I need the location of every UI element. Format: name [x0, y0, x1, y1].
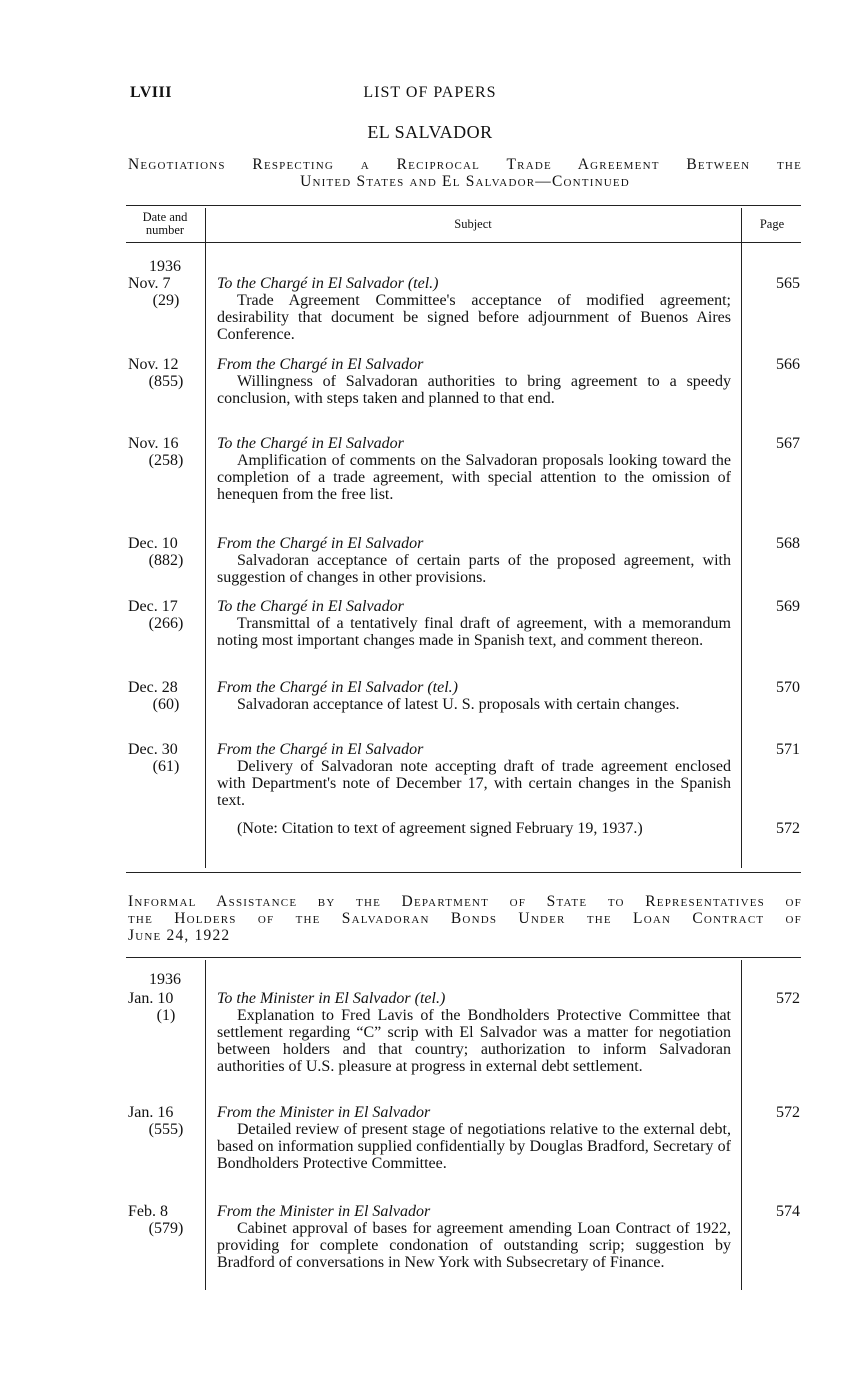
- entry-date-cell: [128, 990, 198, 1024]
- entry-description: Transmittal of a tentatively final draft of agreement, with a memorandum noting most important changes made in Spanish text, and comment thereon.: [217, 615, 731, 649]
- table1-bottom-rule: [126, 872, 801, 873]
- entry-description: Trade Agreement Committee's acceptance of modified agreement; desirability that document be signed before adjournment of Buenos Aires Conference.: [217, 292, 731, 343]
- section1-note-page: 572: [776, 820, 800, 837]
- entry-addressee: From the Chargé in El Salvador: [217, 356, 424, 373]
- entry-description: Willingness of Salvadoran authorities to bring agreement to a speedy conclusion, with steps taken and planned to that end.: [217, 373, 731, 407]
- entry-description: Explanation to Fred Lavis of the Bondholders Protective Committee that settlement regarding “C” scrip with El Salvador was a matter for negotiation between holders and that country; authorization to inform Salvadoran authorities of U.S. pleasure at progress in external debt settlement.: [217, 1007, 731, 1075]
- entry-date-cell: [128, 356, 198, 390]
- table1-top-rule: [126, 205, 801, 206]
- entry-date-cell: [128, 679, 198, 713]
- entry-date: Nov. 12: [128, 356, 179, 373]
- entry-number: (855): [148, 373, 184, 390]
- entry-number: (61): [152, 758, 180, 775]
- entry-addressee: To the Chargé in El Salvador: [217, 598, 404, 615]
- column-header-page: Page: [759, 217, 785, 231]
- entry-page: 570: [776, 679, 800, 696]
- section1-heading-line2: United States and El Salvador—Continued: [300, 173, 630, 190]
- section1-note-text: (Note: Citation to text of agreement signed February 19, 1937.): [237, 820, 643, 837]
- entry-date-cell: [128, 435, 198, 469]
- entry-date: Dec. 10: [128, 535, 178, 552]
- section1-year: 1936: [149, 258, 181, 275]
- entry-date-cell: [128, 1203, 198, 1237]
- entry-date-cell: [128, 275, 198, 309]
- entry-addressee: From the Minister in El Salvador: [217, 1203, 431, 1220]
- section2-heading-line1: Informal Assistance by the Department of State to Representatives of: [128, 893, 802, 910]
- entry-description: Salvadoran acceptance of latest U. S. proposals with certain changes.: [237, 696, 680, 713]
- entry-addressee: To the Chargé in El Salvador (tel.): [217, 275, 439, 292]
- section2-year: 1936: [149, 971, 181, 988]
- entry-date: Nov. 7: [128, 275, 171, 292]
- section1-heading: [128, 156, 802, 190]
- table2-divider-left: [205, 960, 206, 1290]
- entry-subject: [217, 435, 731, 503]
- entry-number: (29): [152, 292, 180, 309]
- entry-page: 566: [776, 356, 800, 373]
- running-title: LIST OF PAPERS: [363, 84, 497, 101]
- entry-date: Jan. 10: [128, 990, 174, 1007]
- section2-heading: [128, 893, 802, 944]
- entry-date-cell: [128, 535, 198, 569]
- table2-divider-right: [741, 960, 742, 1290]
- entry-subject: [217, 535, 731, 586]
- entry-subject: [217, 598, 731, 649]
- entry-date-cell: [128, 741, 198, 775]
- column-header-subject: Subject: [454, 217, 492, 231]
- entry-subject: [217, 741, 731, 809]
- entry-subject: [217, 679, 731, 713]
- entry-page: 572: [776, 1104, 800, 1121]
- entry-addressee: To the Chargé in El Salvador: [217, 435, 404, 452]
- table1-divider-right: [741, 208, 742, 868]
- entry-number: (60): [152, 696, 180, 713]
- entry-addressee: From the Chargé in El Salvador: [217, 535, 424, 552]
- entry-description: Detailed review of present stage of negotiations relative to the external debt, based on information supplied confidentially by Douglas Bradford, Secretary of Bondholders Protective Committee.: [217, 1121, 731, 1172]
- entry-number: (1): [156, 1007, 176, 1024]
- table2-top-rule: [126, 957, 801, 958]
- country-heading: EL SALVADOR: [367, 122, 493, 142]
- section2-heading-line2: the Holders of the Salvadoran Bonds Under the Loan Contract of: [128, 910, 802, 927]
- entry-date-cell: [128, 1104, 198, 1138]
- entry-description: Delivery of Salvadoran note accepting draft of trade agreement enclosed with Department's note of December 17, with certain changes in the Spanish text.: [217, 758, 731, 809]
- entry-date: Dec. 30: [128, 741, 178, 758]
- entry-page: 565: [776, 275, 800, 292]
- entry-number: (579): [148, 1220, 184, 1237]
- entry-date-cell: [128, 598, 198, 632]
- entry-page: 569: [776, 598, 800, 615]
- page-folio: LVIII: [130, 84, 172, 101]
- entry-page: 571: [776, 741, 800, 758]
- entry-number: (555): [148, 1121, 184, 1138]
- entry-page: 574: [776, 1203, 800, 1220]
- column-header-date-line1: Date and: [142, 210, 188, 224]
- entry-subject: [217, 356, 731, 407]
- entry-description: Cabinet approval of bases for agreement amending Loan Contract of 1922, providing for complete condonation of outstanding scrip; suggestion by Bradford of conversations in New York with Subsecretary of Finance.: [217, 1220, 731, 1271]
- entry-addressee: To the Minister in El Salvador (tel.): [217, 990, 446, 1007]
- entry-subject: [217, 275, 731, 343]
- entry-date: Dec. 28: [128, 679, 178, 696]
- column-header-date-line2: number: [145, 223, 185, 237]
- entry-subject: [217, 1104, 731, 1172]
- column-header-date: [126, 211, 204, 237]
- entry-addressee: From the Chargé in El Salvador: [217, 741, 424, 758]
- table1-header-rule: [126, 242, 801, 243]
- entry-number: (258): [148, 452, 184, 469]
- section2-heading-line3: June 24, 1922: [128, 927, 231, 944]
- entry-subject: [217, 990, 731, 1075]
- section1-heading-line1: Negotiations Respecting a Reciprocal Trade Agreement Between the: [128, 156, 802, 173]
- entry-page: 567: [776, 435, 800, 452]
- entry-addressee: From the Minister in El Salvador: [217, 1104, 431, 1121]
- entry-date: Feb. 8: [128, 1203, 168, 1220]
- entry-date: Dec. 17: [128, 598, 178, 615]
- entry-date: Jan. 16: [128, 1104, 174, 1121]
- table1-divider-left: [205, 208, 206, 868]
- entry-page: 568: [776, 535, 800, 552]
- entry-number: (882): [148, 552, 184, 569]
- entry-page: 572: [776, 990, 800, 1007]
- entry-addressee: From the Chargé in El Salvador (tel.): [217, 679, 458, 696]
- entry-description: Amplification of comments on the Salvadoran proposals looking toward the completion of a trade agreement, with special attention to the omission of henequen from the free list.: [217, 452, 731, 503]
- entry-subject: [217, 1203, 731, 1271]
- entry-description: Salvadoran acceptance of certain parts of the proposed agreement, with suggestion of changes in other provisions.: [217, 552, 731, 586]
- entry-date: Nov. 16: [128, 435, 179, 452]
- entry-number: (266): [148, 615, 184, 632]
